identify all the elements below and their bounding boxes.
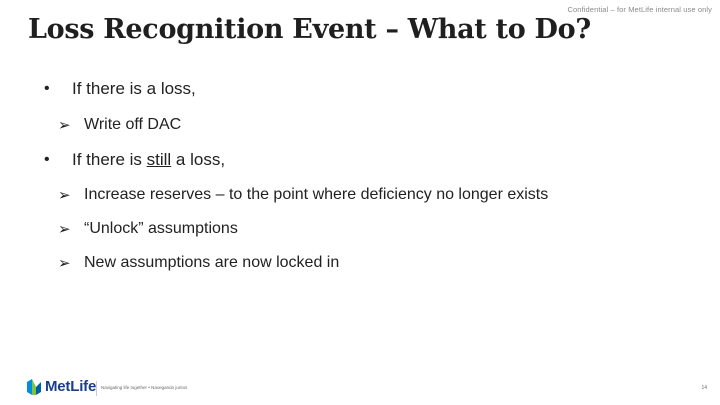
confidential-label: Confidential – for MetLife internal use only [567,5,712,14]
bullet-icon: • [44,80,50,97]
footer-tagline: Navigating life together • Navegando juntos [101,385,188,390]
bullet-item-1 [44,79,196,99]
arrow-bullet-icon: ➢ [58,255,71,272]
sub-item-text: Increase reserves – to the point where deficiency no longer exists [84,186,549,203]
arrow-bullet-icon: ➢ [58,187,71,204]
arrow-bullet-icon: ➢ [58,221,71,238]
metlife-logo [27,378,96,395]
bullet-item-2 [44,150,225,170]
bullet-text [72,150,225,170]
sub-item-text: New assumptions are now locked in [84,254,340,271]
bullet-icon: • [44,151,50,168]
sub-item-increase-reserves [58,186,548,204]
page-number: 14 [701,385,707,391]
bullet-text-emphasis: still [146,150,172,169]
sub-item-text: “Unlock” assumptions [84,220,238,237]
sub-item-write-off [58,116,181,134]
bullet-text-prefix: If there is [72,150,147,169]
logo-text: MetLife [45,378,97,395]
sub-item-unlock [58,220,238,238]
bullet-text-suffix: a loss, [171,150,226,169]
bullet-text: If there is a loss, [72,79,196,98]
metlife-logo-icon [27,379,41,395]
page-title: Loss Recognition Event – What to Do? [28,14,591,45]
sub-item-text: Write off DAC [84,116,182,133]
footer-divider [96,381,97,396]
arrow-bullet-icon: ➢ [58,117,71,134]
sub-item-locked-in [58,254,339,272]
